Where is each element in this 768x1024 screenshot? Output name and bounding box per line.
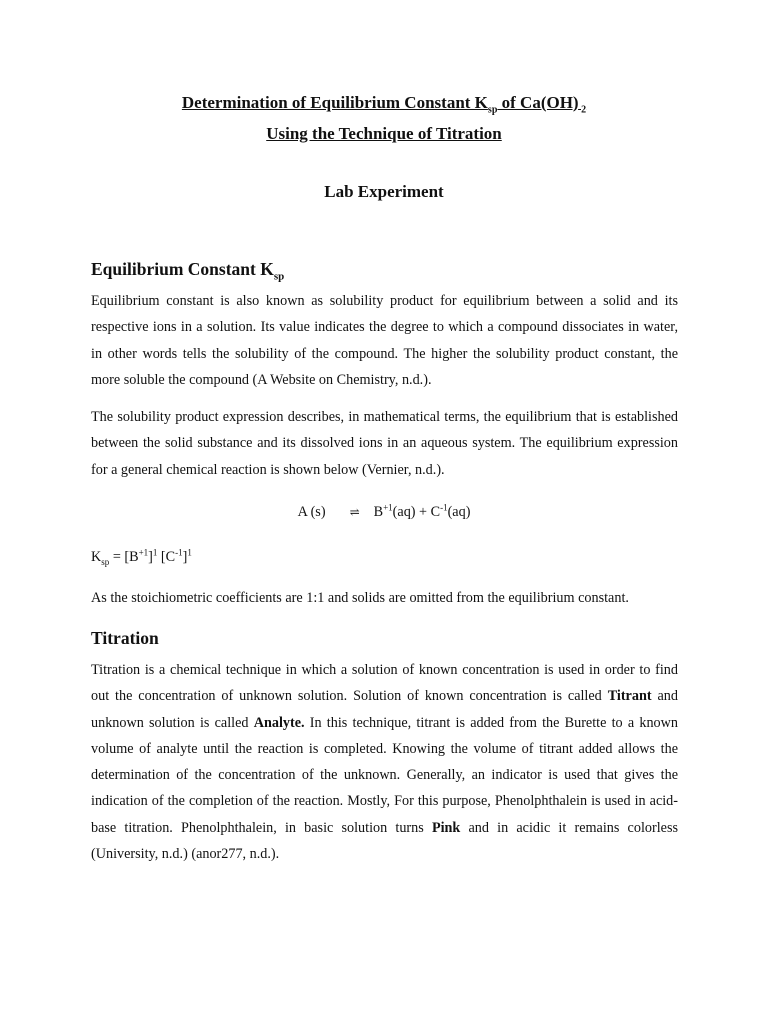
equation-c-charge: -1 bbox=[440, 502, 448, 513]
term-pink: Pink bbox=[431, 819, 461, 836]
ksp-sub: sp bbox=[101, 556, 110, 567]
ksp-b-charge: +1 bbox=[138, 547, 149, 558]
equation-b-tail: (aq) + C bbox=[392, 504, 441, 520]
chemical-equation bbox=[0, 504, 768, 521]
equation-left: A (s) bbox=[297, 504, 326, 520]
titration-text-a: Titration is a chemical technique in which a solution of known concentration is used in order to find out the concentration of unknown solution. Solution of known concentration is called bbox=[91, 662, 678, 705]
titration-text-b: and unknown solution is called bbox=[91, 688, 678, 731]
document-title-line2: Using the Technique of Titration bbox=[266, 124, 502, 143]
equation-right bbox=[374, 504, 471, 521]
title-subscript: sp bbox=[487, 104, 498, 116]
equation-c-tail: (aq) bbox=[447, 504, 471, 520]
ksp-c-open: [C bbox=[157, 549, 176, 565]
document-title-line1 bbox=[0, 93, 768, 116]
heading-subscript: sp bbox=[273, 270, 285, 283]
titration-text-d: and in acidic it remains colorless (University, n.d.) (anor277, n.d.). bbox=[91, 819, 678, 863]
title-text-mid: of Ca(OH) bbox=[497, 93, 579, 112]
ksp-k: K bbox=[91, 549, 102, 565]
ksp-expression bbox=[91, 549, 192, 566]
ksp-c-exponent: 1 bbox=[187, 547, 192, 558]
section-heading-titration: Titration bbox=[91, 628, 159, 648]
section-heading-equilibrium bbox=[91, 259, 285, 283]
ksp-c-charge: -1 bbox=[175, 547, 183, 558]
ksp-eq: = [B bbox=[109, 549, 139, 565]
equation-b: B bbox=[373, 504, 384, 520]
titration-text-c: In this technique, titrant is added from the Burette to a known volume of analyte until the reaction is completed. Knowing the volume of titrant added allows the determination of the concentration of the unknown. Generally, an indicator is used that gives the indication of the completion of the reaction. Mostly, For this purpose, Phenolphthalein is used in acid-base titration. Phenolphthalein, in basic solution turns bbox=[91, 714, 678, 836]
term-analyte: Analyte. bbox=[253, 714, 305, 731]
ksp-b-exponent: 1 bbox=[152, 547, 158, 558]
paragraph-equilibrium-intro: Equilibrium constant is also known as solubility product for equilibrium between a solid and its respective ions in a solution. Its value indicates the degree to which a compound dissociates in water, in other words tells the solubility of the compound. The higher the solubility product constant, the more soluble the compound (A Website on Chemistry, n.d.). bbox=[91, 293, 678, 388]
equation-b-charge: +1 bbox=[383, 502, 393, 513]
title-text: Determination of Equilibrium Constant K bbox=[181, 93, 488, 112]
ksp-b-close: ] bbox=[148, 549, 153, 565]
heading-text: Equilibrium Constant K bbox=[91, 259, 274, 279]
paragraph-titration bbox=[91, 657, 678, 867]
paragraph-solubility-expression: The solubility product expression describes, in mathematical terms, the equilibrium that is established between the solid substance and its dissolved ions in an aqueous system. The equilibrium expression for a general chemical reaction is shown below (Vernier, n.d.). bbox=[91, 409, 678, 478]
paragraph-stoichiometry: As the stoichiometric coefficients are 1:1 and solids are omitted from the equilibrium constant. bbox=[91, 590, 629, 606]
document-subtitle: Lab Experiment bbox=[324, 182, 444, 201]
equilibrium-arrow-icon: ⇌ bbox=[349, 505, 360, 519]
ksp-c-close: ] bbox=[182, 549, 188, 565]
term-titrant: Titrant bbox=[607, 688, 652, 705]
title-subscript-2: 2 bbox=[578, 104, 587, 116]
